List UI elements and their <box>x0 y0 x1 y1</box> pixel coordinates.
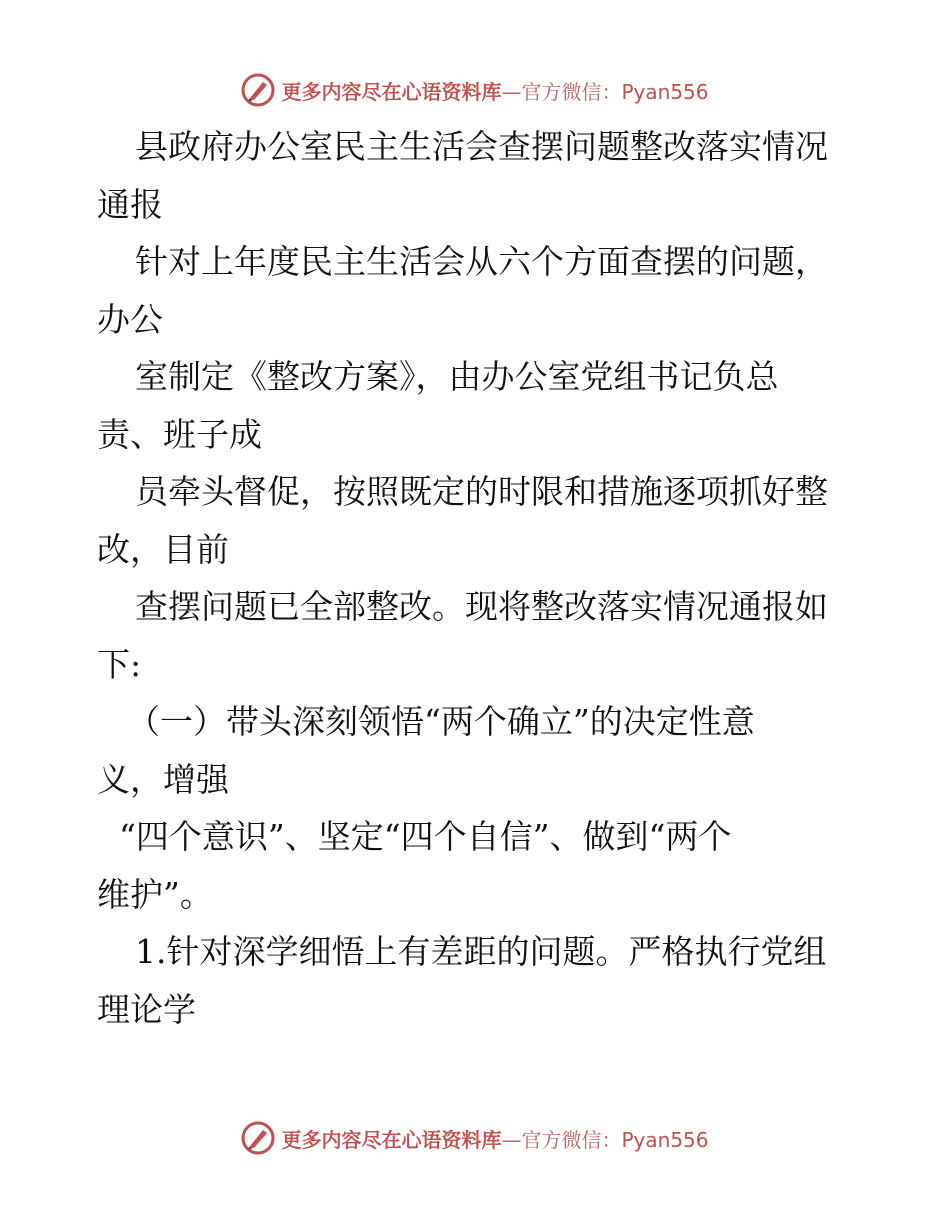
paragraph-line: 责、班子成 <box>97 414 262 454</box>
banner-text <box>281 1124 708 1153</box>
banner-wechat-id: Pyan556 <box>621 1127 709 1152</box>
paragraph-line: 查摆问题已全部整改。现将整改落实情况通报如 <box>135 587 828 626</box>
numbered-item-line: 理论学 <box>97 989 196 1029</box>
banner-title: 更多内容尽在心语资料库 <box>281 79 502 104</box>
paragraph-line: 员牵头督促，按照既定的时限和措施逐项抓好整 <box>135 472 828 511</box>
section-heading-line: 维护”。 <box>97 874 213 914</box>
paragraph-line: 室制定《整改方案》，由办公室党组书记负总 <box>135 357 779 396</box>
banner-text <box>281 76 708 105</box>
banner-title: 更多内容尽在心语资料库 <box>281 1127 502 1152</box>
paragraph-line: 办公 <box>97 299 163 339</box>
paragraph-line: 下: <box>97 644 142 684</box>
banner-wechat-label: —官方微信： <box>501 1127 622 1152</box>
document-body <box>97 118 857 1038</box>
pen-logo-icon <box>241 73 275 107</box>
pen-logo-icon <box>241 1121 275 1155</box>
document-title-line-1: 县政府办公室民主生活会查摆问题整改落实情况 <box>135 127 828 166</box>
footer-banner <box>0 1118 950 1158</box>
banner-wechat-id: Pyan556 <box>621 79 709 104</box>
section-heading-line: “四个意识”、坚定“四个自信”、做到“两个 <box>119 817 732 856</box>
section-heading-line: 义，增强 <box>97 759 229 799</box>
numbered-item-line: 1.针对深学细悟上有差距的问题。严格执行党组 <box>135 932 827 971</box>
section-heading-line: （一）带头深刻领悟“两个确立”的决定性意 <box>127 702 755 741</box>
banner-wechat-label: —官方微信： <box>501 79 622 104</box>
paragraph-line: 改，目前 <box>97 529 229 569</box>
paragraph-line: 针对上年度民主生活会从六个方面查摆的问题， <box>135 242 828 281</box>
header-banner <box>0 70 950 110</box>
document-title-line-2: 通报 <box>97 184 163 224</box>
